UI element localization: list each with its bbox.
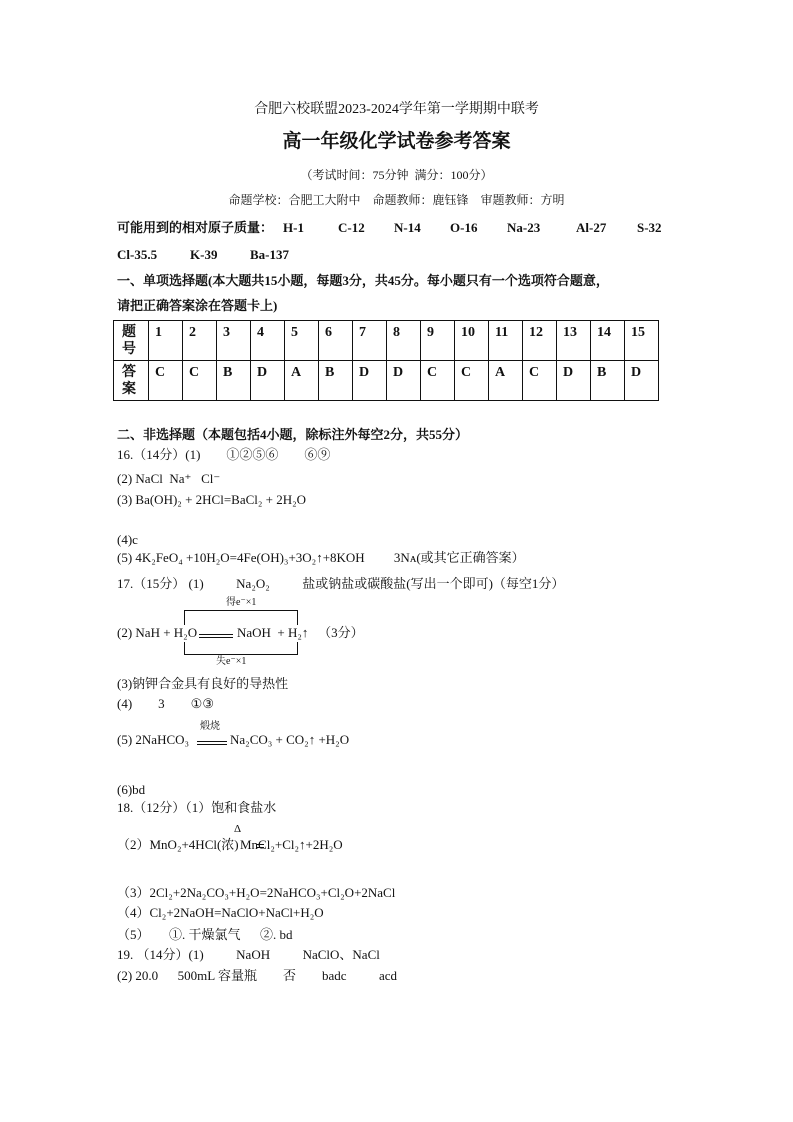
section1-title-cont: 请把正确答案涂在答题卡上) [117, 298, 278, 313]
row-header: 题号 [114, 321, 149, 361]
answer-cell: B [217, 361, 251, 401]
answer-line: (2) NaCl Na⁺ Cl⁻ [117, 471, 221, 486]
answer-line: 煅烧 [200, 721, 220, 732]
electron-loss-bracket [184, 642, 298, 655]
answer-row [114, 361, 659, 401]
atomic-mass-label: 可能用到的相对原子质量： [117, 220, 274, 235]
authors: 命题学校：合肥工大附中 命题教师：鹿钰锋 审题教师：方明 [228, 193, 565, 207]
answer-cell: D [353, 361, 387, 401]
answer-cell: D [557, 361, 591, 401]
answer-line: (3) Ba(OH)₂ + 2HCl=BaCl₂ + 2H₂O [117, 492, 307, 507]
electron-gain-bracket [184, 610, 298, 625]
answer-line: 失e⁻×1 [216, 656, 247, 667]
answer-cell: C [455, 361, 489, 401]
equals-sign [199, 634, 233, 638]
answer-line: (2) 20.0 500mL 容量瓶 否 badc acd [117, 968, 398, 983]
question-number-row [114, 321, 659, 361]
equals-sign [197, 741, 227, 745]
question-number: 8 [387, 321, 421, 361]
answer-line: （5） ①. 干燥氯气 ②. bd [117, 927, 293, 942]
question-number: 7 [353, 321, 387, 361]
atomic-mass: Cl-35.5 [117, 247, 158, 262]
answer-line: 17.（15分） (1) Na₂O₂ 盐或钠盐或碳酸盐(写出一个即可)（每空1分） [117, 576, 565, 591]
row-header: 答案 [114, 361, 149, 401]
atomic-mass: H-1 [283, 220, 304, 235]
question-number: 14 [591, 321, 625, 361]
answer-cell: B [319, 361, 353, 401]
answer-line: (4) 3 ①③ [117, 696, 214, 711]
answer-line: (3)钠钾合金具有良好的导热性 [117, 676, 289, 691]
answer-table [113, 320, 659, 401]
answer-cell: D [251, 361, 285, 401]
answer-line: MnCl₂+Cl₂↑+2H₂O [240, 837, 343, 852]
answer-cell: C [421, 361, 455, 401]
question-number: 1 [149, 321, 183, 361]
question-number: 15 [625, 321, 659, 361]
answer-cell: A [285, 361, 319, 401]
answer-line: (5) 2NaHCO₃ [117, 732, 190, 747]
answer-cell: C [523, 361, 557, 401]
atomic-mass: O-16 [450, 220, 478, 235]
question-number: 9 [421, 321, 455, 361]
answer-cell: C [149, 361, 183, 401]
question-number: 10 [455, 321, 489, 361]
answer-line: 18.（12分）（1）饱和食盐水 [117, 800, 277, 815]
answer-cell: D [387, 361, 421, 401]
question-number: 4 [251, 321, 285, 361]
section1-title: 一、单项选择题(本大题共15小题，每题3分，共45分。每小题只有一个选项符合题意， [117, 273, 609, 288]
answer-cell: B [591, 361, 625, 401]
atomic-mass: S-32 [637, 220, 662, 235]
answer-line: （2）MnO₂+4HCl(浓) [117, 837, 239, 852]
question-number: 13 [557, 321, 591, 361]
exam-subtitle: 合肥六校联盟2023-2024学年第一学期期中联考 [254, 102, 539, 117]
answer-line: (2) NaH + H₂O [117, 625, 198, 640]
answer-cell: C [183, 361, 217, 401]
question-number: 3 [217, 321, 251, 361]
answer-line: (4)c [117, 532, 138, 547]
atomic-mass: C-12 [338, 220, 365, 235]
answer-line: Δ [234, 823, 242, 835]
answer-line: Na₂CO₃ + CO₂↑ +H₂O [230, 732, 350, 747]
question-number: 12 [523, 321, 557, 361]
section2-title: 二、非选择题（本题包括4小题，除标注外每空2分，共55分） [117, 427, 469, 442]
question-number: 11 [489, 321, 523, 361]
atomic-mass: K-39 [190, 247, 218, 262]
answer-line: （3）2Cl₂+2Na₂CO₃+H₂O=2NaHCO₃+Cl₂O+2NaCl [117, 885, 396, 900]
atomic-mass: N-14 [394, 220, 421, 235]
exam-info: （考试时间：75分钟 满分：100分） [300, 168, 493, 182]
atomic-mass: Ba-137 [250, 247, 289, 262]
answer-line: (5) 4K₂FeO₄ +10H₂O=4Fe(OH)₃+3O₂↑+8KOH 3Nᴀ(或其它正确答案） [117, 550, 525, 565]
answer-line: 16.（14分）(1) ①②⑤⑥ ⑥⑨ [117, 447, 331, 462]
answer-line: （4）Cl₂+2NaOH=NaClO+NaCl+H₂O [117, 905, 324, 920]
page-title: 高一年级化学试卷参考答案 [282, 130, 511, 152]
atomic-mass: Al-27 [576, 220, 607, 235]
answer-cell: D [625, 361, 659, 401]
question-number: 5 [285, 321, 319, 361]
answer-line: (6)bd [117, 782, 146, 797]
equals-sign [256, 844, 264, 848]
question-number: 6 [319, 321, 353, 361]
question-number: 2 [183, 321, 217, 361]
answer-line: 19. （14分）(1) NaOH NaClO、NaCl [117, 947, 380, 962]
answer-line: NaOH + H₂↑ （3分） [237, 625, 364, 640]
atomic-mass: Na-23 [507, 220, 541, 235]
answer-line: 得e⁻×1 [226, 597, 257, 608]
answer-cell: A [489, 361, 523, 401]
